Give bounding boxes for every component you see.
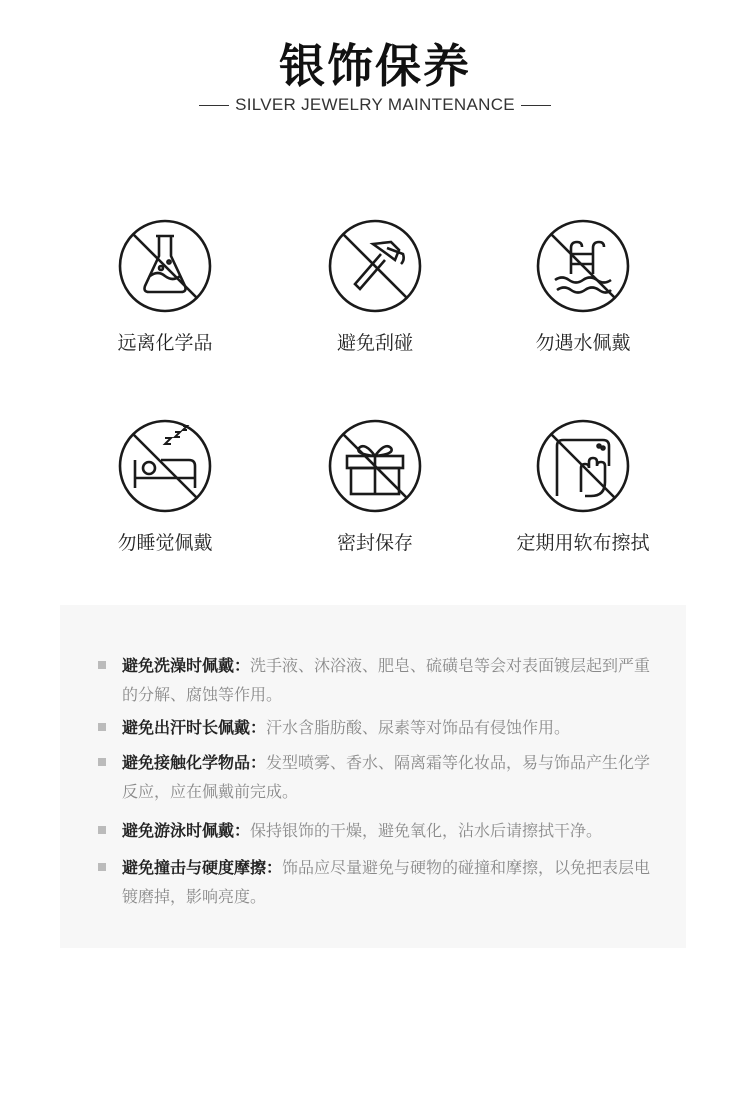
flask-prohibited-icon: [117, 218, 213, 314]
care-item-water: [483, 218, 683, 355]
care-label: 勿遇水佩戴: [535, 332, 631, 354]
hammer-prohibited-icon: [327, 218, 423, 314]
care-item-chemicals: [65, 218, 265, 355]
note-item: [98, 748, 658, 806]
page-subtitle: SILVER JEWELRY MAINTENANCE: [235, 95, 515, 114]
note-heading: 避免洗澡时佩戴：: [122, 656, 251, 675]
care-item-sealed: [275, 418, 475, 555]
note-heading: 避免接触化学物品：: [122, 753, 267, 772]
note-body: 汗水含脂肪酸、尿素等对饰品有侵蚀作用。: [266, 718, 571, 737]
right-dash: [521, 105, 551, 106]
bullet-icon: [98, 826, 106, 834]
maintenance-notes-panel: [60, 605, 686, 948]
page-title: 银饰保养: [279, 39, 471, 93]
subtitle-row: [0, 95, 750, 115]
note-body: 洗手液、沐浴液、肥皂、硫磺皂等会对表面镀层起到严重的分解、腐蚀等作用。: [122, 656, 651, 704]
care-label: 勿睡觉佩戴: [117, 532, 213, 554]
left-dash: [199, 105, 229, 106]
note-body: 保持银饰的干燥，避免氧化，沾水后请擦拭干净。: [250, 821, 603, 840]
bullet-icon: [98, 723, 106, 731]
care-item-sleep: [65, 418, 265, 555]
note-body: 饰品应尽量避免与硬物的碰撞和摩擦，以免把表层电镀磨掉，影响亮度。: [122, 858, 651, 906]
note-item: [98, 713, 658, 742]
note-heading: 避免撞击与硬度摩擦：: [122, 858, 283, 877]
gift-box-prohibited-icon: [327, 418, 423, 514]
bullet-icon: [98, 863, 106, 871]
care-label: 密封保存: [336, 532, 413, 554]
care-item-scratch: [275, 218, 475, 355]
note-heading: 避免出汗时长佩戴：: [122, 718, 267, 737]
care-label: 远离化学品: [117, 332, 213, 354]
care-label: 定期用软布擦拭: [516, 532, 650, 554]
sleeping-prohibited-icon: [117, 418, 213, 514]
swimming-pool-prohibited-icon: [535, 218, 631, 314]
note-heading: 避免游泳时佩戴：: [122, 821, 251, 840]
bullet-icon: [98, 661, 106, 669]
note-item: [98, 816, 658, 845]
note-body: 发型喷雾、香水、隔离霜等化妆品，易与饰品产生化学反应，应在佩戴前完成。: [122, 753, 651, 801]
note-item: [98, 651, 658, 709]
note-item: [98, 853, 658, 911]
care-item-wipe: [483, 418, 683, 555]
bullet-icon: [98, 758, 106, 766]
care-label: 避免刮碰: [336, 332, 413, 354]
cloth-hand-prohibited-icon: [535, 418, 631, 514]
